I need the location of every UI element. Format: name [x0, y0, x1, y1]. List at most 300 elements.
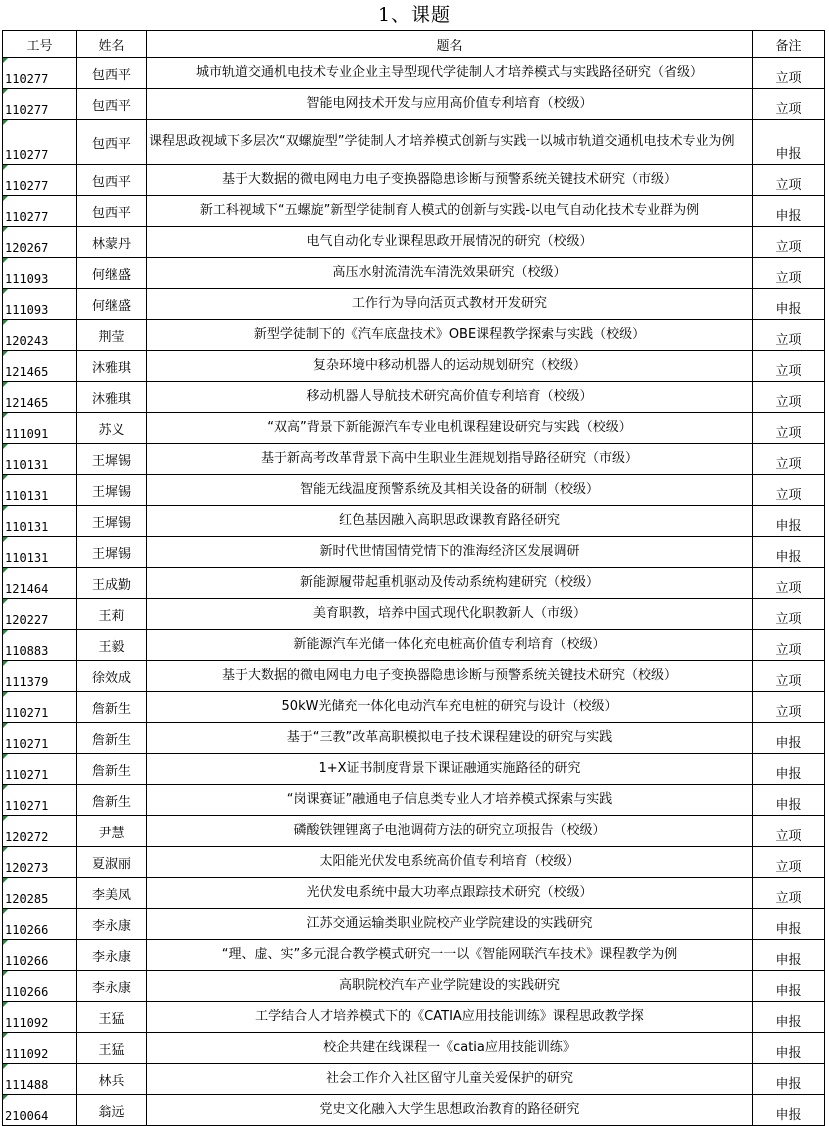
- id-cell-text: 110131: [5, 551, 49, 565]
- name-cell-text: 王墀锡: [91, 546, 131, 562]
- topic-cell[interactable]: [147, 661, 753, 692]
- topic-cell[interactable]: [147, 537, 753, 568]
- name-cell[interactable]: [77, 723, 147, 754]
- topic-cell[interactable]: [147, 1095, 753, 1126]
- id-cell[interactable]: [3, 320, 77, 351]
- id-cell-text: 121464: [5, 582, 49, 596]
- topic-cell-text: 光伏发电系统中最大功率点跟踪技术研究（校级）: [306, 885, 593, 900]
- name-cell-text: 何继盛: [91, 298, 131, 314]
- topic-cell[interactable]: [147, 320, 753, 351]
- id-cell-text: 121465: [5, 396, 49, 410]
- table-row: [3, 351, 825, 382]
- id-cell-text: 120273: [5, 861, 49, 875]
- table-row: [3, 120, 825, 165]
- topic-cell-text: 课程思政视域下多层次“双螺旋型”学徒制人才培养模式创新与实践一以城市轨道交通机电技术专业为例: [149, 134, 735, 149]
- text-number-flag-icon: [3, 1095, 8, 1100]
- note-cell[interactable]: [753, 754, 825, 785]
- topic-cell[interactable]: [147, 475, 753, 506]
- id-cell[interactable]: [3, 227, 77, 258]
- id-cell[interactable]: [3, 1095, 77, 1126]
- note-cell-text: 申报: [775, 209, 802, 224]
- text-number-flag-icon: [3, 630, 8, 635]
- topic-cell[interactable]: [147, 89, 753, 120]
- topic-cell-text: “理、虚、实”多元混合教学模式研究一一以《智能网联汽车技术》课程教学为例: [221, 947, 678, 962]
- note-cell-text: 立项: [775, 457, 802, 472]
- name-cell[interactable]: [77, 785, 147, 816]
- topic-cell-text: 城市轨道交通机电技术专业企业主导型现代学徒制人才培养模式与实践路径研究（省级）: [195, 65, 703, 80]
- topic-cell-text: 磷酸铁锂锂离子电池调荷方法的研究立项报告（校级）: [293, 823, 606, 838]
- name-cell-text: 李永康: [91, 949, 131, 965]
- id-cell-text: 120272: [5, 830, 49, 844]
- name-cell[interactable]: [77, 971, 147, 1002]
- id-cell[interactable]: [3, 878, 77, 909]
- table-row: [3, 754, 825, 785]
- topic-cell[interactable]: [147, 58, 753, 89]
- id-cell[interactable]: [3, 196, 77, 227]
- topic-cell[interactable]: [147, 785, 753, 816]
- note-cell-text: 立项: [775, 426, 802, 441]
- id-cell-text: 111379: [5, 675, 49, 689]
- topic-cell[interactable]: [147, 909, 753, 940]
- name-cell[interactable]: [77, 1095, 147, 1126]
- name-cell[interactable]: [77, 58, 147, 89]
- text-number-flag-icon: [3, 506, 8, 511]
- header-name[interactable]: 姓名: [77, 31, 147, 58]
- name-cell[interactable]: [77, 692, 147, 723]
- table-row: [3, 785, 825, 816]
- name-cell[interactable]: [77, 382, 147, 413]
- note-cell[interactable]: [753, 196, 825, 227]
- name-cell[interactable]: [77, 227, 147, 258]
- name-cell-text: 王毅: [98, 639, 125, 655]
- table-row: [3, 537, 825, 568]
- text-number-flag-icon: [3, 1033, 8, 1038]
- topic-cell-text: 新能源汽车光储一体化充电桩高价值专利培育（校级）: [293, 637, 606, 652]
- header-id[interactable]: 工号: [3, 31, 77, 58]
- name-cell[interactable]: [77, 258, 147, 289]
- note-cell[interactable]: [753, 816, 825, 847]
- topic-cell-text: 红色基因融入高职思政课教育路径研究: [338, 513, 560, 528]
- text-number-flag-icon: [3, 1064, 8, 1069]
- note-cell-text: 立项: [775, 581, 802, 596]
- note-cell-text: 申报: [775, 147, 802, 162]
- id-cell[interactable]: [3, 692, 77, 723]
- topic-cell-text: 工学结合人才培养模式下的《CATIA应用技能训练》课程思政教学探: [255, 1009, 644, 1024]
- id-cell[interactable]: [3, 785, 77, 816]
- id-cell[interactable]: [3, 599, 77, 630]
- name-cell-text: 包西平: [91, 136, 131, 152]
- note-cell[interactable]: [753, 1095, 825, 1126]
- name-cell-text: 苏义: [98, 422, 125, 438]
- text-number-flag-icon: [3, 661, 8, 666]
- topic-cell[interactable]: [147, 1002, 753, 1033]
- note-cell-text: 立项: [775, 643, 802, 658]
- id-cell[interactable]: [3, 506, 77, 537]
- topic-cell-text: 高压水射流清洗车清洗效果研究（校级）: [332, 265, 567, 280]
- table-row: [3, 940, 825, 971]
- topic-cell[interactable]: [147, 1033, 753, 1064]
- topic-cell-text: 基于大数据的微电网电力电子变换器隐患诊断与预警系统关键技术研究（校级）: [221, 668, 677, 683]
- name-cell[interactable]: [77, 351, 147, 382]
- name-cell[interactable]: [77, 475, 147, 506]
- note-cell[interactable]: [753, 475, 825, 506]
- note-cell[interactable]: [753, 413, 825, 444]
- name-cell-text: 王墀锡: [91, 515, 131, 531]
- text-number-flag-icon: [3, 413, 8, 418]
- note-cell-text: 申报: [775, 1077, 802, 1092]
- note-cell-text: 申报: [775, 736, 802, 751]
- id-cell[interactable]: [3, 1002, 77, 1033]
- name-cell[interactable]: [77, 537, 147, 568]
- id-cell[interactable]: [3, 289, 77, 320]
- id-cell[interactable]: [3, 382, 77, 413]
- name-cell[interactable]: [77, 1033, 147, 1064]
- name-cell[interactable]: [77, 165, 147, 196]
- id-cell-text: 120267: [5, 241, 49, 255]
- text-number-flag-icon: [3, 723, 8, 728]
- id-cell-text: 111092: [5, 1047, 49, 1061]
- text-number-flag-icon: [3, 971, 8, 976]
- note-cell[interactable]: [753, 351, 825, 382]
- topic-cell[interactable]: [147, 816, 753, 847]
- name-cell-text: 李永康: [91, 980, 131, 996]
- topic-cell[interactable]: [147, 289, 753, 320]
- topic-cell-text: 50kW光储充一体化电动汽车充电桩的研究与设计（校级）: [281, 699, 618, 714]
- table-row: [3, 227, 825, 258]
- text-number-flag-icon: [3, 537, 8, 542]
- note-cell-text: 立项: [775, 364, 802, 379]
- topic-cell-text: 智能电网技术开发与应用高价值专利培育（校级）: [306, 96, 593, 111]
- name-cell[interactable]: [77, 940, 147, 971]
- note-cell[interactable]: [753, 599, 825, 630]
- note-cell[interactable]: [753, 89, 825, 120]
- topic-cell-text: 江苏交通运输类职业院校产业学院建设的实践研究: [306, 916, 593, 931]
- name-cell-text: 包西平: [91, 174, 131, 190]
- table-row: [3, 1002, 825, 1033]
- topic-cell-text: 电气自动化专业课程思政开展情况的研究（校级）: [306, 234, 593, 249]
- note-cell-text: 立项: [775, 333, 802, 348]
- id-cell-text: 110277: [5, 179, 49, 193]
- id-cell-text: 110271: [5, 737, 49, 751]
- id-cell[interactable]: [3, 165, 77, 196]
- id-cell[interactable]: [3, 630, 77, 661]
- id-cell[interactable]: [3, 661, 77, 692]
- name-cell[interactable]: [77, 599, 147, 630]
- note-cell-text: 立项: [775, 891, 802, 906]
- id-cell-text: 120227: [5, 613, 49, 627]
- text-number-flag-icon: [3, 568, 8, 573]
- name-cell-text: 王莉: [98, 608, 125, 624]
- table-row: [3, 971, 825, 1002]
- id-cell-text: 120243: [5, 334, 49, 348]
- note-cell[interactable]: [753, 878, 825, 909]
- id-cell[interactable]: [3, 58, 77, 89]
- id-cell[interactable]: [3, 1064, 77, 1095]
- note-cell-text: 立项: [775, 860, 802, 875]
- topic-cell[interactable]: [147, 599, 753, 630]
- text-number-flag-icon: [3, 89, 8, 94]
- note-cell[interactable]: [753, 320, 825, 351]
- id-cell[interactable]: [3, 258, 77, 289]
- name-cell[interactable]: [77, 1064, 147, 1095]
- note-cell[interactable]: [753, 58, 825, 89]
- name-cell[interactable]: [77, 661, 147, 692]
- header-row: [3, 31, 825, 58]
- note-cell[interactable]: [753, 165, 825, 196]
- name-cell[interactable]: [77, 754, 147, 785]
- name-cell-text: 王猛: [98, 1042, 125, 1058]
- name-cell[interactable]: [77, 413, 147, 444]
- id-cell-text: 111092: [5, 1016, 49, 1030]
- name-cell-text: 詹新生: [91, 794, 131, 810]
- note-cell-text: 申报: [775, 302, 802, 317]
- topic-cell-text: 智能无线温度预警系统及其相关设备的研制（校级）: [299, 482, 599, 497]
- topic-cell[interactable]: [147, 444, 753, 475]
- name-cell-text: 翁远: [98, 1104, 125, 1120]
- table-row: [3, 506, 825, 537]
- name-cell-text: 包西平: [91, 98, 131, 114]
- name-cell-text: 李美凤: [91, 887, 131, 903]
- id-cell[interactable]: [3, 816, 77, 847]
- topic-cell[interactable]: [147, 227, 753, 258]
- note-cell-text: 申报: [775, 1046, 802, 1061]
- topic-cell[interactable]: [147, 940, 753, 971]
- name-cell[interactable]: [77, 909, 147, 940]
- id-cell-text: 110277: [5, 72, 49, 86]
- id-cell-text: 110266: [5, 954, 49, 968]
- note-cell-text: 申报: [775, 767, 802, 782]
- text-number-flag-icon: [3, 785, 8, 790]
- name-cell-text: 詹新生: [91, 763, 131, 779]
- id-cell[interactable]: [3, 351, 77, 382]
- table-row: [3, 165, 825, 196]
- topic-cell[interactable]: [147, 351, 753, 382]
- text-number-flag-icon: [3, 382, 8, 387]
- header-topic[interactable]: 题名: [147, 31, 753, 58]
- text-number-flag-icon: [3, 120, 8, 125]
- topic-cell-text: 1+X证书制度背景下课证融通实施路径的研究: [318, 761, 581, 776]
- note-cell-text: 立项: [775, 271, 802, 286]
- note-cell[interactable]: [753, 506, 825, 537]
- topic-cell[interactable]: [147, 165, 753, 196]
- id-cell-text: 110277: [5, 103, 49, 117]
- note-cell[interactable]: [753, 258, 825, 289]
- note-cell[interactable]: [753, 847, 825, 878]
- note-cell-text: 立项: [775, 674, 802, 689]
- name-cell[interactable]: [77, 847, 147, 878]
- id-cell[interactable]: [3, 444, 77, 475]
- note-cell-text: 立项: [775, 71, 802, 86]
- topic-cell[interactable]: [147, 692, 753, 723]
- table-row: [3, 1064, 825, 1095]
- id-cell[interactable]: [3, 120, 77, 165]
- name-cell[interactable]: [77, 444, 147, 475]
- note-cell[interactable]: [753, 1033, 825, 1064]
- name-cell-text: 王成勤: [91, 577, 131, 593]
- note-cell[interactable]: [753, 227, 825, 258]
- table-row: [3, 413, 825, 444]
- name-cell[interactable]: [77, 320, 147, 351]
- id-cell-text: 110131: [5, 458, 49, 472]
- table-row: [3, 909, 825, 940]
- id-cell-text: 111091: [5, 427, 49, 441]
- text-number-flag-icon: [3, 58, 8, 63]
- id-cell[interactable]: [3, 909, 77, 940]
- table-row: [3, 878, 825, 909]
- name-cell[interactable]: [77, 289, 147, 320]
- topic-cell-text: 党史文化融入大学生思想政治教育的路径研究: [319, 1102, 580, 1117]
- name-cell[interactable]: [77, 630, 147, 661]
- table-row: [3, 661, 825, 692]
- id-cell[interactable]: [3, 537, 77, 568]
- text-number-flag-icon: [3, 940, 8, 945]
- note-cell-text: 立项: [775, 102, 802, 117]
- topic-cell-text: “双高”背景下新能源汽车专业电机课程建设研究与实践（校级）: [267, 420, 632, 435]
- text-number-flag-icon: [3, 1002, 8, 1007]
- name-cell-text: 沐雅琪: [91, 391, 131, 407]
- topic-cell[interactable]: [147, 971, 753, 1002]
- note-cell[interactable]: [753, 382, 825, 413]
- name-cell[interactable]: [77, 120, 147, 165]
- note-cell[interactable]: [753, 909, 825, 940]
- note-cell[interactable]: [753, 1064, 825, 1095]
- note-cell[interactable]: [753, 692, 825, 723]
- note-cell[interactable]: [753, 723, 825, 754]
- topic-cell[interactable]: [147, 754, 753, 785]
- topic-cell[interactable]: [147, 1064, 753, 1095]
- name-cell[interactable]: [77, 196, 147, 227]
- name-cell-text: 王墀锡: [91, 453, 131, 469]
- id-cell[interactable]: [3, 971, 77, 1002]
- name-cell-text: 何继盛: [91, 267, 131, 283]
- id-cell-text: 110131: [5, 520, 49, 534]
- note-cell[interactable]: [753, 1002, 825, 1033]
- note-cell-text: 立项: [775, 488, 802, 503]
- id-cell-text: 111488: [5, 1078, 49, 1092]
- note-cell-text: 申报: [775, 984, 802, 999]
- id-cell-text: 111093: [5, 272, 49, 286]
- topic-cell[interactable]: [147, 258, 753, 289]
- topic-cell[interactable]: [147, 723, 753, 754]
- table-row: [3, 692, 825, 723]
- topic-cell[interactable]: [147, 120, 753, 165]
- note-cell[interactable]: [753, 120, 825, 165]
- table-row: [3, 289, 825, 320]
- table-row: [3, 89, 825, 120]
- name-cell-text: 荆莹: [98, 329, 125, 345]
- name-cell-text: 林蒙丹: [91, 236, 131, 252]
- table-body: [3, 58, 825, 1126]
- table-row: [3, 1033, 825, 1064]
- id-cell-text: 110266: [5, 985, 49, 999]
- note-cell-text: 立项: [775, 612, 802, 627]
- note-cell-text: 申报: [775, 550, 802, 565]
- note-cell[interactable]: [753, 568, 825, 599]
- id-cell[interactable]: [3, 89, 77, 120]
- topic-cell-text: 新时代世情国情党情下的淮海经济区发展调研: [319, 544, 580, 559]
- id-cell-text: 110271: [5, 768, 49, 782]
- text-number-flag-icon: [3, 444, 8, 449]
- text-number-flag-icon: [3, 227, 8, 232]
- id-cell-text: 110271: [5, 706, 49, 720]
- text-number-flag-icon: [3, 878, 8, 883]
- name-cell[interactable]: [77, 568, 147, 599]
- note-cell[interactable]: [753, 444, 825, 475]
- id-cell-text: 110883: [5, 644, 49, 658]
- topic-cell-text: 复杂环境中移动机器人的运动规划研究（校级）: [312, 358, 586, 373]
- note-cell-text: 申报: [775, 1015, 802, 1030]
- name-cell[interactable]: [77, 1002, 147, 1033]
- text-number-flag-icon: [3, 320, 8, 325]
- topic-cell-text: 美育职教，培养中国式现代化职教新人（市级）: [312, 606, 586, 621]
- topic-cell[interactable]: [147, 847, 753, 878]
- topic-cell[interactable]: [147, 506, 753, 537]
- name-cell[interactable]: [77, 89, 147, 120]
- topic-cell-text: “岗课赛证”融通电子信息类专业人才培养模式探索与实践: [286, 792, 613, 807]
- text-number-flag-icon: [3, 754, 8, 759]
- topic-cell[interactable]: [147, 413, 753, 444]
- name-cell-text: 徐效成: [91, 670, 131, 686]
- note-cell[interactable]: [753, 785, 825, 816]
- name-cell-text: 王猛: [98, 1011, 125, 1027]
- text-number-flag-icon: [3, 692, 8, 697]
- topic-cell-text: 基于“三教”改革高职模拟电子技术课程建设的研究与实践: [286, 730, 613, 745]
- note-cell[interactable]: [753, 661, 825, 692]
- name-cell-text: 夏淑丽: [91, 856, 131, 872]
- name-cell[interactable]: [77, 816, 147, 847]
- id-cell-text: 110271: [5, 799, 49, 813]
- note-cell[interactable]: [753, 289, 825, 320]
- note-cell-text: 申报: [775, 798, 802, 813]
- name-cell-text: 包西平: [91, 67, 131, 83]
- sheet-title: 1、课题: [377, 4, 452, 26]
- id-cell[interactable]: [3, 1033, 77, 1064]
- id-cell[interactable]: [3, 754, 77, 785]
- note-cell[interactable]: [753, 971, 825, 1002]
- id-cell-text: 110277: [5, 210, 49, 224]
- table-row: [3, 382, 825, 413]
- note-cell[interactable]: [753, 940, 825, 971]
- id-cell[interactable]: [3, 847, 77, 878]
- text-number-flag-icon: [3, 909, 8, 914]
- topic-cell-text: 太阳能光伏发电系统高价值专利培育（校级）: [319, 854, 580, 869]
- note-cell[interactable]: [753, 630, 825, 661]
- text-number-flag-icon: [3, 351, 8, 356]
- table-row: [3, 58, 825, 89]
- id-cell[interactable]: [3, 413, 77, 444]
- note-cell-text: 立项: [775, 395, 802, 410]
- header-note[interactable]: 备注: [753, 31, 825, 58]
- id-cell[interactable]: [3, 940, 77, 971]
- topic-cell[interactable]: [147, 630, 753, 661]
- text-number-flag-icon: [3, 475, 8, 480]
- name-cell-text: 尹慧: [98, 825, 125, 841]
- note-cell[interactable]: [753, 537, 825, 568]
- topic-cell-text: 工作行为导向活页式教材开发研究: [351, 296, 547, 311]
- topic-cell[interactable]: [147, 196, 753, 227]
- note-cell-text: 立项: [775, 240, 802, 255]
- name-cell[interactable]: [77, 506, 147, 537]
- id-cell-text: 121465: [5, 365, 49, 379]
- id-cell[interactable]: [3, 723, 77, 754]
- id-cell[interactable]: [3, 475, 77, 506]
- id-cell[interactable]: [3, 568, 77, 599]
- topic-cell[interactable]: [147, 382, 753, 413]
- name-cell[interactable]: [77, 878, 147, 909]
- topic-cell[interactable]: [147, 878, 753, 909]
- note-cell-text: 立项: [775, 178, 802, 193]
- topic-cell[interactable]: [147, 568, 753, 599]
